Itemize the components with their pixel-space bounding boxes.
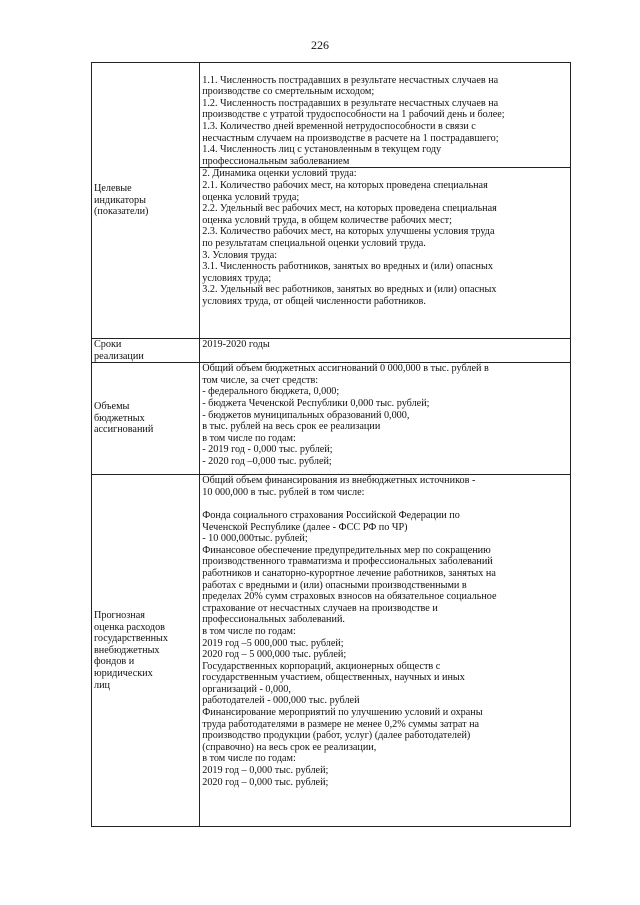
- row-label-line: реализации: [94, 350, 144, 362]
- content-line: 2020 год – 0,000 тыс. рублей;: [202, 776, 329, 788]
- row-content-cell: [200, 475, 571, 827]
- content-line: условиях труда, от общей численности работников.: [202, 295, 426, 307]
- row-label-line: фондов и: [94, 656, 135, 668]
- row-label-cell: [92, 63, 200, 339]
- row-label-line: юридических: [94, 668, 153, 680]
- content-line: [202, 498, 568, 510]
- content-line: работников и санаторно-курортное лечение работников, занятых на: [202, 567, 496, 579]
- page-number: 226: [311, 38, 329, 52]
- row-label-line: (показатели): [94, 206, 149, 218]
- content-line: 1.1. Численность пострадавших в результате несчастных случаев на: [202, 74, 499, 86]
- row-label-line: Сроки: [94, 339, 122, 350]
- row-label-cell: [92, 339, 200, 363]
- content-line: 3.1. Численность работников, занятых во вредных и (или) опасных: [202, 261, 493, 273]
- table-row: [92, 363, 571, 475]
- content-line: том числе, за счет средств:: [202, 374, 319, 386]
- content-line: 2020 год – 5 000,000 тыс. рублей;: [202, 649, 347, 661]
- content-block: [202, 475, 568, 788]
- row-label-line: Прогнозная: [94, 610, 145, 622]
- content-block: [202, 63, 568, 167]
- content-line: в том числе по годам:: [202, 753, 296, 765]
- content-line: условиях труда;: [202, 272, 272, 284]
- content-line: 1.3. Количество дней временной нетрудоспособности в связи с: [202, 120, 476, 132]
- content-line: - 2020 год –0,000 тыс. рублей;: [202, 455, 332, 467]
- content-line: - бюджетов муниципальных образований 0,000,: [202, 409, 410, 421]
- content-line: 1.2. Численность пострадавших в результате несчастных случаев на: [202, 97, 499, 109]
- content-line: организаций - 0,000,: [202, 683, 291, 695]
- content-line: производстве с утратой трудоспособности на 1 рабочий день и более;: [202, 109, 505, 121]
- content-line: - 2019 год - 0,000 тыс. рублей;: [202, 444, 333, 456]
- row-label-line: ассигнований: [94, 424, 154, 436]
- content-line: по результатам специальной оценки условий труда.: [202, 237, 426, 249]
- content-line: 2.1. Количество рабочих мест, на которых проведена специальная: [202, 179, 488, 191]
- row-label-cell: [92, 363, 200, 475]
- content-line: в тыс. рублей на весь срок ее реализации: [202, 421, 381, 433]
- content-line: оценка условий труда;: [202, 191, 300, 203]
- table-row: [92, 339, 571, 363]
- content-line: пределах 20% сумм страховых взносов на обязательное социальное: [202, 591, 497, 603]
- content-line: 1.4. Численность лиц с установленным в текущем году: [202, 144, 442, 156]
- content-line: в том числе по годам:: [202, 625, 296, 637]
- content-line: труда работодателями в размере не менее 0,2% суммы затрат на: [202, 718, 480, 730]
- row-content-cell: [200, 339, 571, 363]
- content-line: Финансовое обеспечение предупредительных мер по сокращению: [202, 544, 491, 556]
- content-line: Фонда социального страхования Российской Федерации по: [202, 509, 460, 521]
- row-label-line: внебюджетных: [94, 644, 160, 656]
- row-label-line: лиц: [94, 679, 110, 691]
- content-line: Чеченской Республике (далее - ФСС РФ по ЧР): [202, 521, 408, 533]
- content-line: Государственных корпораций, акционерных обществ с: [202, 660, 441, 672]
- table-row: [92, 475, 571, 827]
- content-line: производстве со смертельным исходом;: [202, 86, 375, 98]
- content-line: 3.2. Удельный вес работников, занятых во вредных и (или) опасных: [202, 284, 497, 296]
- row-label-line: государственных: [94, 633, 168, 645]
- content-line: профессиональным заболеванием: [202, 155, 350, 167]
- content-line: Финансирование мероприятий по улучшению условий и охраны: [202, 707, 483, 719]
- content-line: [202, 63, 568, 75]
- row-content-cell: [200, 363, 571, 475]
- content-block: [200, 167, 570, 307]
- content-line: профессиональных заболеваний.: [202, 614, 345, 626]
- row-label-line: оценка расходов: [94, 621, 165, 633]
- content-line: 10 000,000 в тыс. рублей в том числе:: [202, 486, 365, 498]
- content-line: - 10 000,000тыс. рублей;: [202, 533, 308, 545]
- row-content-cell: [200, 63, 571, 339]
- row-label-line: бюджетных: [94, 412, 145, 424]
- content-line: в том числе по годам:: [202, 432, 296, 444]
- content-line: 2.3. Количество рабочих мест, на которых улучшены условия труда: [202, 226, 495, 238]
- content-line: Общий объем финансирования из внебюджетных источников -: [202, 475, 476, 487]
- content-block: [202, 363, 568, 467]
- content-block: [202, 339, 568, 351]
- content-line: Общий объем бюджетных ассигнований 0 000,000 в тыс. рублей в: [202, 363, 489, 375]
- program-passport-table: [91, 62, 571, 827]
- content-line: работах с вредными и (или) опасными производственными в: [202, 579, 467, 591]
- content-line: - федерального бюджета, 0,000;: [202, 386, 340, 398]
- row-label-cell: [92, 475, 200, 827]
- content-line: 2. Динамика оценки условий труда:: [202, 168, 357, 180]
- table-row: [92, 63, 571, 339]
- content-line: работодателей - 000,000 тыс. рублей: [202, 695, 360, 707]
- row-label-line: Объемы: [94, 401, 130, 413]
- content-line: (справочно) на весь срок ее реализации,: [202, 741, 377, 753]
- content-line: 2.2. Удельный вес рабочих мест, на которых проведена специальная: [202, 203, 497, 215]
- row-label-line: индикаторы: [94, 194, 146, 206]
- row-label-line: Целевые: [94, 183, 132, 195]
- content-line: 2019 год –5 000,000 тыс. рублей;: [202, 637, 344, 649]
- content-line: страхование от несчастных случаев на производстве и: [202, 602, 438, 614]
- content-line: производственного травматизма и профессиональных заболеваний: [202, 556, 493, 568]
- content-line: 3. Условия труда:: [202, 249, 278, 261]
- content-line: несчастным случаем на производстве в расчете на 1 пострадавшего;: [202, 132, 499, 144]
- content-line: 2019 год – 0,000 тыс. рублей;: [202, 765, 329, 777]
- content-line: государственным участием, общественных, научных и иных: [202, 672, 465, 684]
- content-line: - бюджета Чеченской Республики 0,000 тыс. рублей;: [202, 397, 430, 409]
- content-line: 2019-2020 годы: [202, 339, 270, 350]
- content-line: производство продукции (работ, услуг) (далее работодателей): [202, 730, 471, 742]
- content-line: оценка условий труда, в общем количестве рабочих мест;: [202, 214, 452, 226]
